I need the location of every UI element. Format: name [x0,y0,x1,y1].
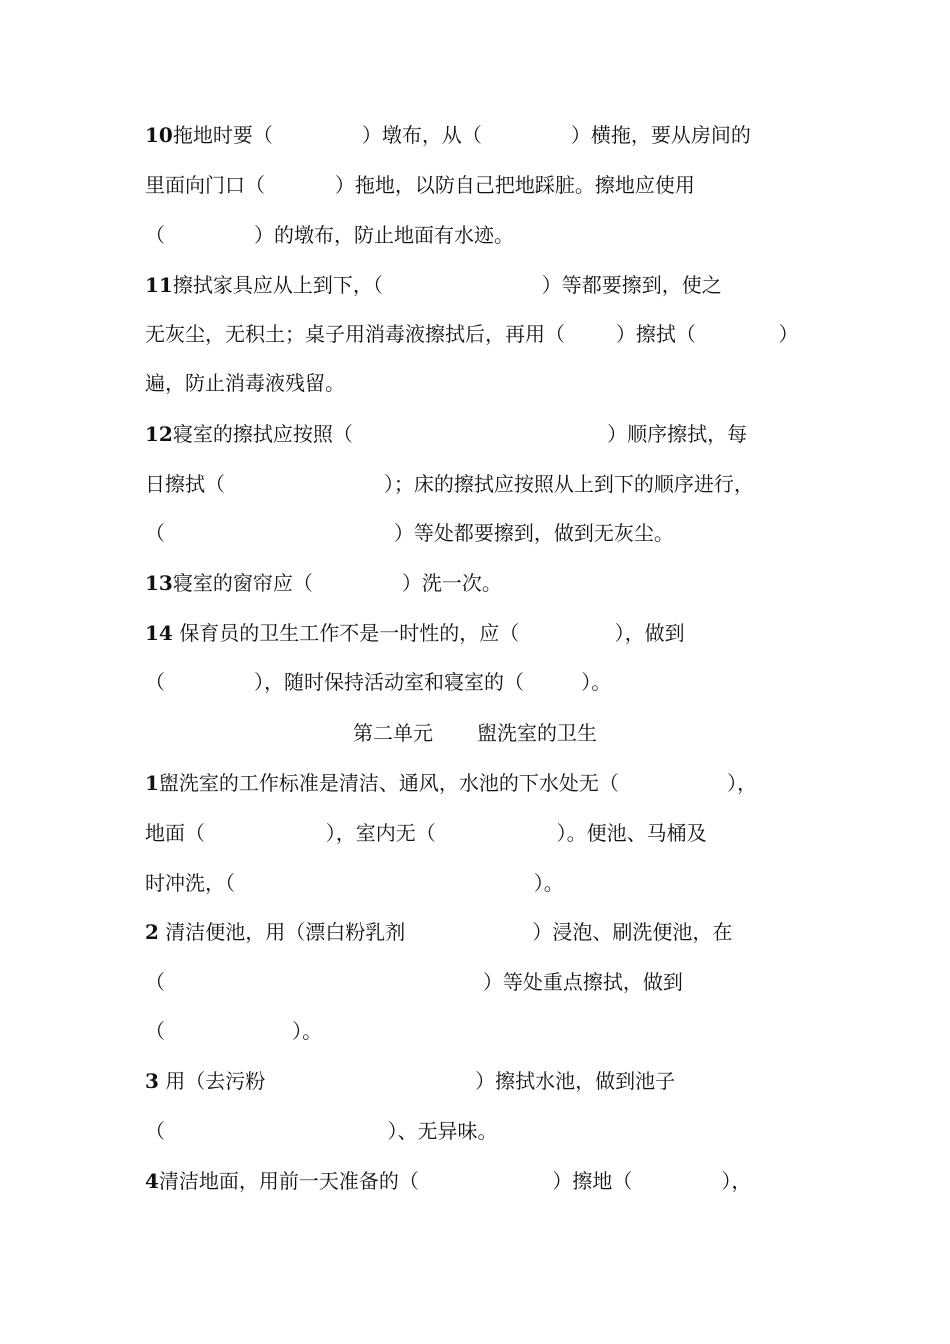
question-number: 2 [145,920,159,944]
line-text: （ ）、无异味。 [145,1119,498,1143]
question-number: 1 [145,771,159,795]
line-text: 日擦拭（ ）；床的擦拭应按照从上到下的顺序进行， [145,472,754,496]
question-3-line-1 [145,1064,807,1098]
line-text: 用（去污粉 ）擦拭水池，做到池子 [165,1069,676,1093]
line-text: （ ）。 [145,1019,323,1043]
question-11-line-1 [145,268,807,302]
line-text: 无灰尘，无积土；桌子用消毒液擦拭后，再用（ ）擦拭（ ） [145,322,799,346]
section-title: 盥洗室的卫生 [477,721,597,745]
question-number: 3 [145,1069,159,1093]
question-number: 14 [145,621,173,645]
line-text: （ ）的墩布，防止地面有水迹。 [145,223,515,247]
question-13-line-1 [145,566,807,600]
question-number: 10 [145,123,173,147]
line-text: 盥洗室的工作标准是清洁、通风，水池的下水处无（ ）， [158,771,757,795]
line-text: 寝室的擦拭应按照（ ）顺序擦拭，每 [172,422,748,446]
line-text: （ ）等处重点擦拭，做到 [145,970,683,994]
line-text: 寝室的窗帘应（ ）洗一次。 [172,571,502,595]
question-12-line-3 [145,516,807,550]
line-text: 清洁便池，用（漂白粉乳剂 ）浸泡、刷洗便池，在 [165,920,733,944]
question-12-line-2 [145,467,807,501]
question-12-line-1 [145,417,807,451]
question-number: 4 [145,1169,159,1193]
question-11-line-3 [145,366,807,400]
question-10-line-2 [145,168,807,202]
line-text: （ ），随时保持活动室和寝室的（ ）。 [145,670,612,694]
question-2-line-2 [145,965,807,999]
question-2-line-3 [145,1014,807,1048]
question-11-line-2 [145,317,807,351]
question-3-line-2 [145,1114,807,1148]
question-1-line-2 [145,816,807,850]
line-text: （ ）等处都要擦到，做到无灰尘。 [145,521,674,545]
question-10-line-1 [145,118,807,152]
line-text: 里面向门口（ ）拖地，以防自己把地踩脏。擦地应使用 [145,173,695,197]
question-number: 11 [145,273,173,297]
question-number: 12 [145,422,173,446]
question-14-line-1 [145,616,807,650]
line-text: 地面（ ），室内无（ ）。便池、马桶及 [145,821,707,845]
line-text: 遍，防止消毒液残留。 [145,371,345,395]
line-text: 清洁地面，用前一天准备的（ ）擦地（ ）， [158,1169,752,1193]
question-4-line-1 [145,1164,807,1198]
question-1-line-3 [145,866,807,900]
question-14-line-2 [145,665,807,699]
question-1-line-1 [145,766,807,800]
line-text: 擦拭家具应从上到下，（ ）等都要擦到，使之 [172,273,722,297]
line-text: 保育员的卫生工作不是一时性的，应（ ），做到 [179,621,685,645]
question-2-line-1 [145,915,807,949]
question-number: 13 [145,571,173,595]
question-10-line-3 [145,218,807,252]
section-heading [0,716,950,750]
section-unit: 第二单元 [353,721,433,745]
line-text: 时冲洗，（ ）。 [145,871,564,895]
line-text: 拖地时要（ ）墩布，从（ ）横拖，要从房间的 [172,123,751,147]
